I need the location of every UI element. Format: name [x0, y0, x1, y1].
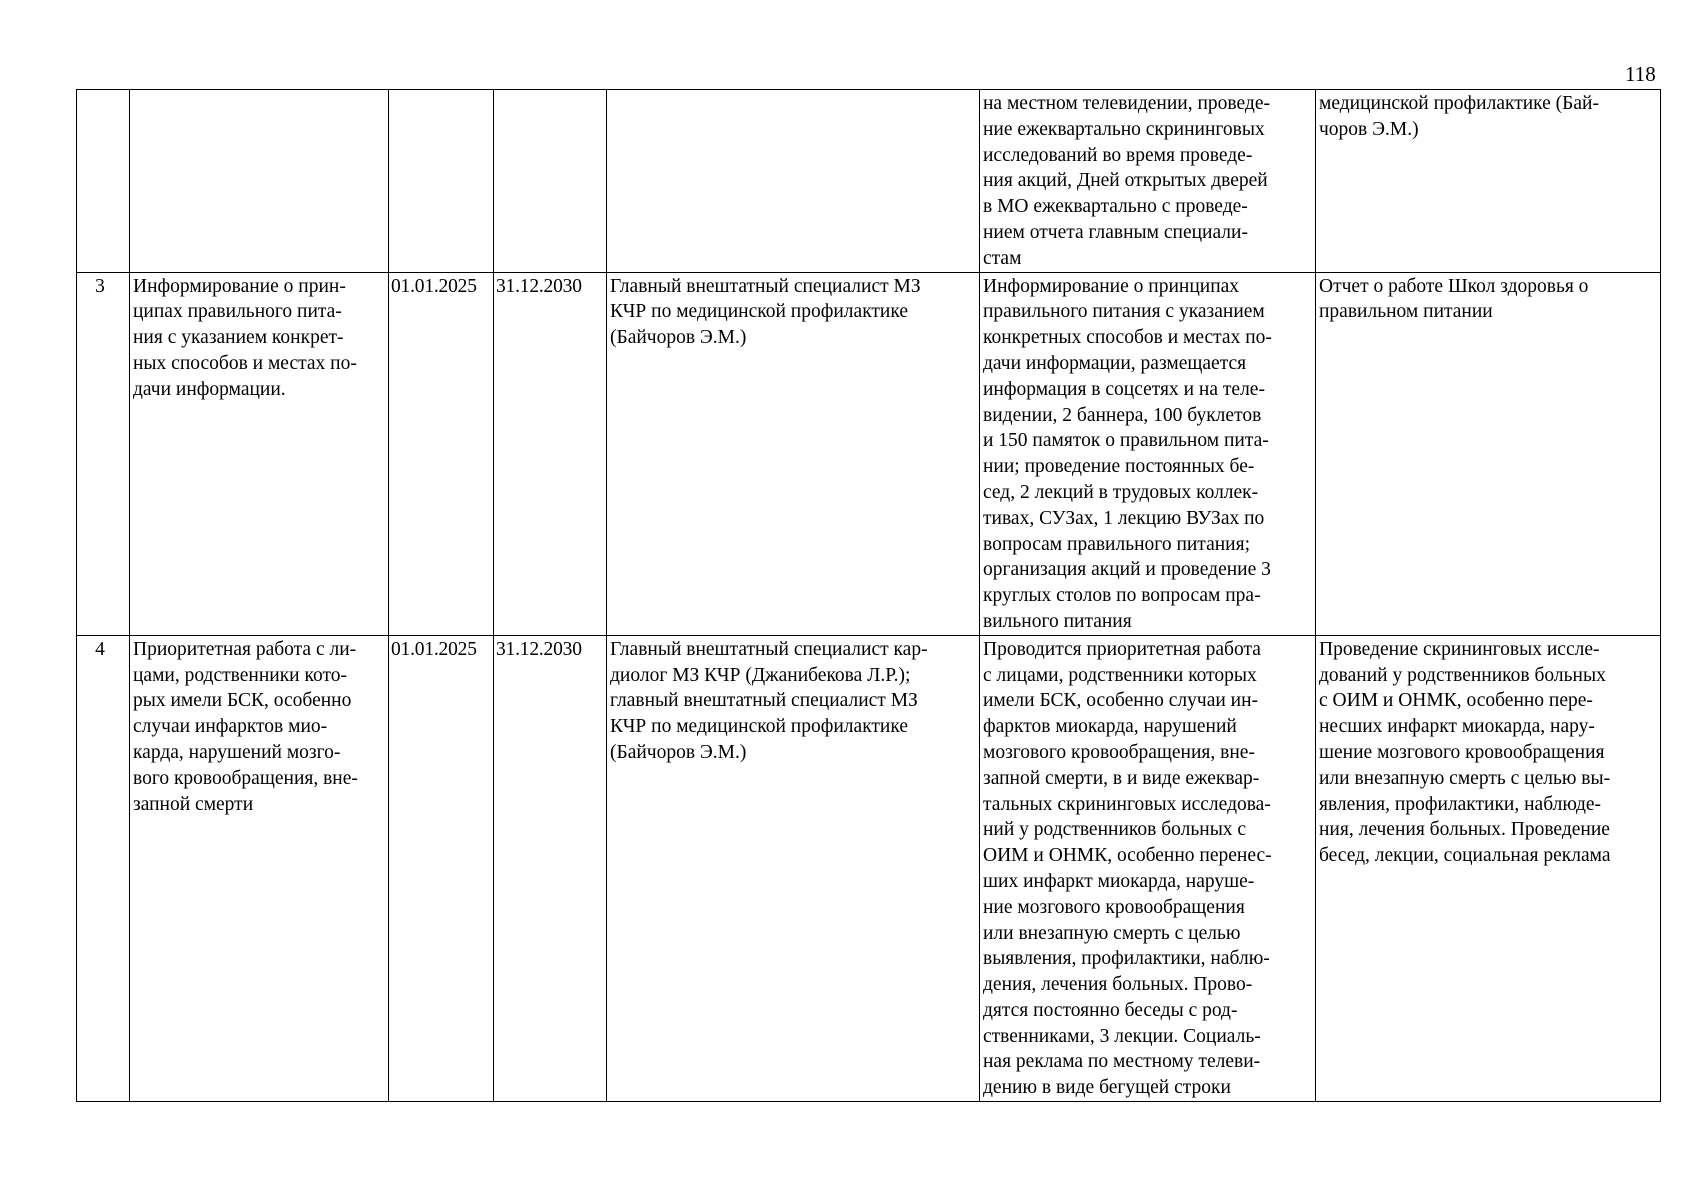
cell-description: Проводится приоритетная работа с лицами, родственники которых имели БСК, особенно случаи ин- фарктов миокарда, нарушений мозгового кровообращения, вне- запной смерти, в и виде ежеквар- тальных скрининговых исследова- ний у родственников больных с ОИМ и ОНМК, особенно перенес- ших инфаркт миокарда, наруше- ние мозгового кровообращения или внезапную смерть с целью выявления, профилактики, наблю- дения, лечения больных. Прово- дятся постоянно беседы с род- ственниками, 3 лекции. Социаль- ная реклама по местному телеви- дению в виде бегущей строки [980, 635, 1316, 1101]
cell-start-date: 01.01.2025 [389, 272, 494, 635]
cell-event [130, 90, 389, 273]
cell-result: медицинской профилактике (Бай- чоров Э.М.) [1316, 90, 1661, 273]
cell-responsible [607, 90, 980, 273]
cell-end-date: 31.12.2030 [494, 635, 607, 1101]
cell-number: 3 [77, 272, 130, 635]
cell-start-date: 01.01.2025 [389, 635, 494, 1101]
cell-result: Проведение скрининговых иссле- дований у родственников больных с ОИМ и ОНМК, особенно пере- несших инфаркт миокарда, нару- шение мозгового кровообращения или внезапную смерть с целью вы- явления, профилактики, наблюде- ния, лечения больных. Проведение бесед, лекции, социальная реклама [1316, 635, 1661, 1101]
cell-number: 4 [77, 635, 130, 1101]
table-row-continued [77, 90, 1661, 273]
cell-end-date: 31.12.2030 [494, 272, 607, 635]
cell-description: Информирование о принципах правильного питания с указанием конкретных способов и местах по- дачи информации, размещается информация в соцсетях и на теле- видении, 2 баннера, 100 буклетов и 150 памяток о правильном пита- нии; проведение постоянных бе- сед, 2 лекций в трудовых коллек- тивах, СУЗах, 1 лекцию ВУЗах по вопросам правильного питания; организация акций и проведение 3 круглых столов по вопросам пра- вильного питания [980, 272, 1316, 635]
table-row [77, 272, 1661, 635]
cell-event: Информирование о прин- ципах правильного пита- ния с указанием конкрет- ных способов и местах по- дачи информации. [130, 272, 389, 635]
activities-table [76, 89, 1661, 1102]
cell-responsible: Главный внештатный специалист МЗ КЧР по медицинской профилактике (Байчоров Э.М.) [607, 272, 980, 635]
table-row [77, 635, 1661, 1101]
cell-event: Приоритетная работа с ли- цами, родственники кото- рых имели БСК, особенно случаи инфарктов мио- карда, нарушений мозго- вого кровообращения, вне- запной смерти [130, 635, 389, 1101]
cell-result: Отчет о работе Школ здоровья о правильном питании [1316, 272, 1661, 635]
cell-end-date [494, 90, 607, 273]
page-number: 118 [1625, 62, 1656, 86]
cell-number [77, 90, 130, 273]
cell-start-date [389, 90, 494, 273]
cell-description: на местном телевидении, проведе- ние ежеквартально скрининговых исследований во время проведе- ния акций, Дней открытых дверей в МО ежеквартально с проведе- нием отчета главным специали- стам [980, 90, 1316, 273]
cell-responsible: Главный внештатный специалист кар- диолог МЗ КЧР (Джанибекова Л.Р.); главный внештатный специалист МЗ КЧР по медицинской профилактике (Байчоров Э.М.) [607, 635, 980, 1101]
